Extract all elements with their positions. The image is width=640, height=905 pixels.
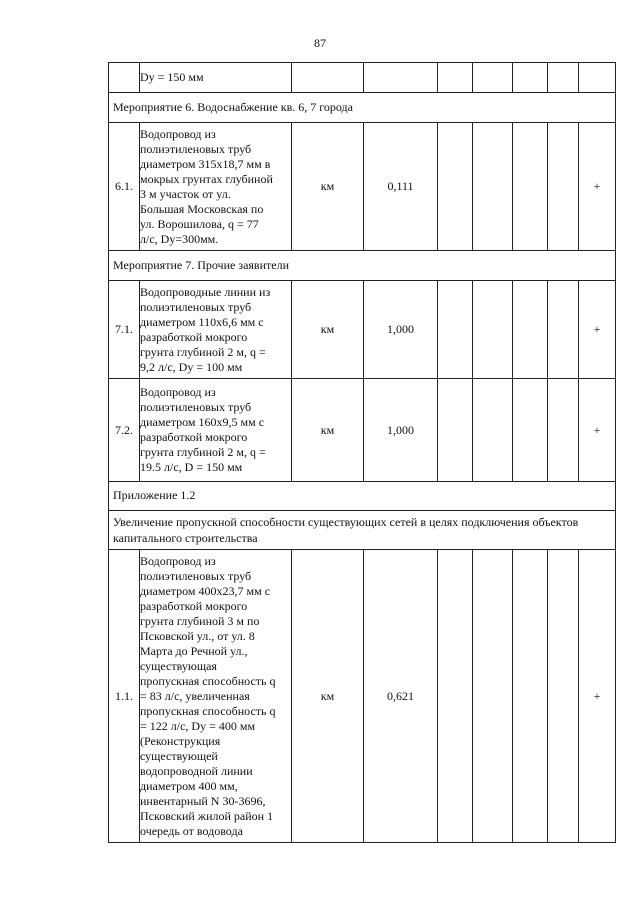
empty-cell (513, 63, 548, 93)
section-row (109, 251, 616, 281)
empty-cell (513, 550, 548, 843)
empty-cell (513, 123, 548, 251)
table-row (109, 379, 616, 482)
appendix-title: Приложение 1.2 (109, 482, 616, 511)
measures-table (108, 62, 616, 843)
empty-cell (438, 63, 473, 93)
empty-cell (438, 550, 473, 843)
empty-cell (438, 123, 473, 251)
empty-cell (548, 123, 579, 251)
section-title: Увеличение пропускной способности существующих сетей в целях подключения объектов капитального строительства (109, 511, 616, 550)
empty-cell (473, 550, 513, 843)
row-unit (292, 63, 364, 93)
row-number: 1.1. (109, 550, 140, 843)
row-value: 0,621 (364, 550, 438, 843)
empty-cell (513, 281, 548, 379)
row-unit: км (292, 123, 364, 251)
empty-cell (473, 63, 513, 93)
row-mark: + (579, 379, 616, 482)
row-description: Dy = 150 мм (140, 63, 292, 93)
row-number (109, 63, 140, 93)
page-number: 87 (314, 36, 326, 50)
section-row (109, 511, 616, 550)
row-description: Водопровод из полиэтиленовых труб диаметром 315х18,7 мм в мокрых грунтах глубиной 3 м участок от ул. Большая Московская по ул. Ворошилова, q = 77 л/с, Dy=300мм. (140, 123, 292, 251)
row-mark (579, 63, 616, 93)
section-row (109, 482, 616, 511)
empty-cell (473, 379, 513, 482)
empty-cell (473, 281, 513, 379)
row-unit: км (292, 281, 364, 379)
row-value: 0,111 (364, 123, 438, 251)
empty-cell (438, 379, 473, 482)
table-row (109, 281, 616, 379)
row-description: Водопровод из полиэтиленовых труб диаметром 400х23,7 мм с разработкой мокрого грунта глубиной 3 м по Псковской ул., от ул. 8 Марта до Речной ул., существующая пропускная способность q = 83 л/с, увеличенная пропускная способность q = 122 л/с, Dy = 400 мм (Реконструкция существующей водопроводной линии диаметром 400 мм, инвентарный N 30-3696, Псковский жилой район 1 очередь от водовода (140, 550, 292, 843)
row-value (364, 63, 438, 93)
table-row (109, 550, 616, 843)
row-mark: + (579, 123, 616, 251)
row-description: Водопроводные линии из полиэтиленовых труб диаметром 110х6,6 мм с разработкой мокрого грунта глубиной 2 м, q = 9,2 л/с, Dy = 100 мм (140, 281, 292, 379)
section-title: Мероприятие 7. Прочие заявители (109, 251, 616, 281)
empty-cell (438, 281, 473, 379)
row-mark: + (579, 281, 616, 379)
empty-cell (548, 550, 579, 843)
empty-cell (513, 379, 548, 482)
row-number: 7.2. (109, 379, 140, 482)
table-row (109, 63, 616, 93)
row-value: 1,000 (364, 281, 438, 379)
section-title: Мероприятие 6. Водоснабжение кв. 6, 7 города (109, 93, 616, 123)
empty-cell (548, 63, 579, 93)
row-number: 7.1. (109, 281, 140, 379)
row-unit: км (292, 550, 364, 843)
empty-cell (548, 379, 579, 482)
row-number: 6.1. (109, 123, 140, 251)
empty-cell (473, 123, 513, 251)
section-row (109, 93, 616, 123)
row-unit: км (292, 379, 364, 482)
row-value: 1,000 (364, 379, 438, 482)
row-mark: + (579, 550, 616, 843)
row-description: Водопровод из полиэтиленовых труб диаметром 160х9,5 мм с разработкой мокрого грунта глубиной 2 м, q = 19.5 л/с, D = 150 мм (140, 379, 292, 482)
table-row (109, 123, 616, 251)
empty-cell (548, 281, 579, 379)
